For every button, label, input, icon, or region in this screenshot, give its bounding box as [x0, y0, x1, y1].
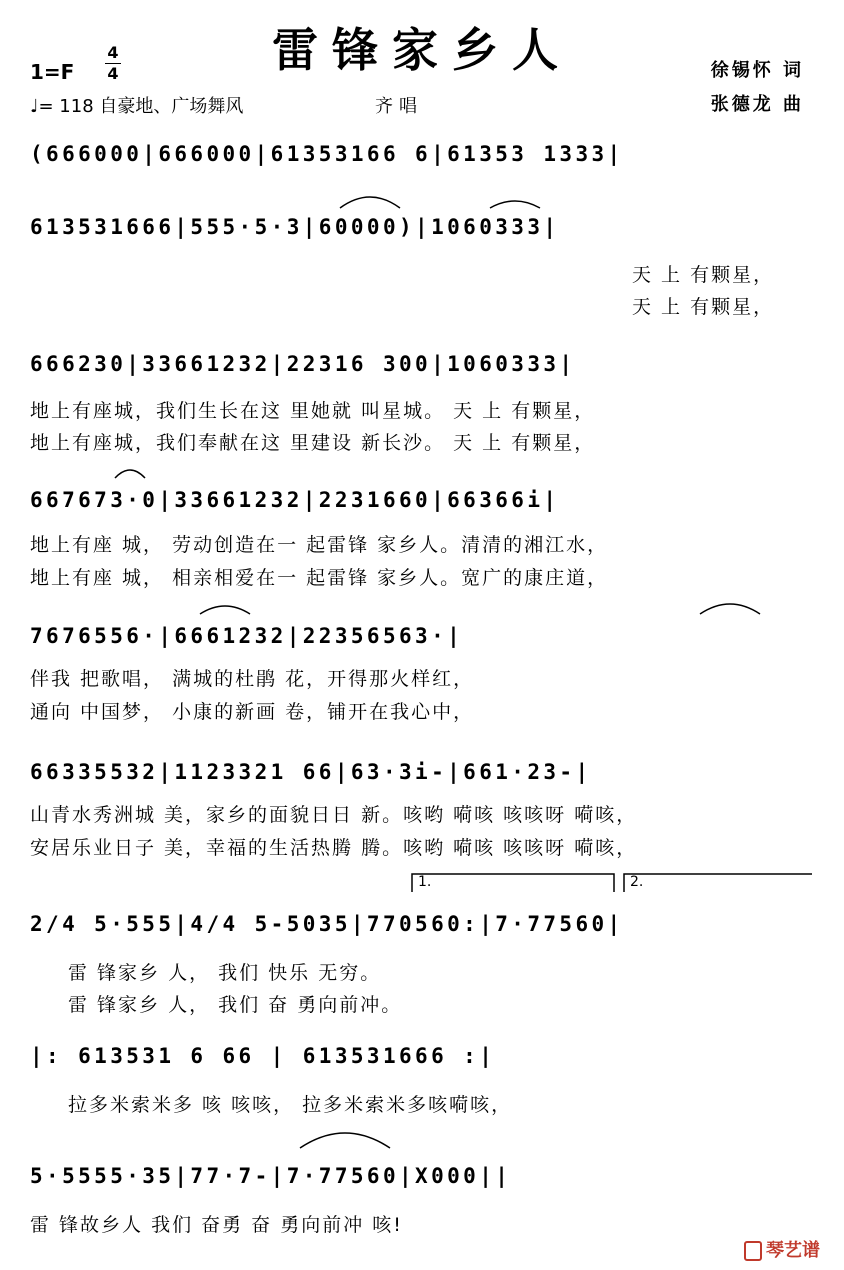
system-7-notes: 2/4 5·555|4/4 5-5035|770560:|7·77560|	[30, 912, 624, 936]
system-6-lyric-2: 安居乐业日子 美，幸福的生活热腾 腾。咳哟 嗬咳 咳咳呀 嗬咳，	[30, 837, 638, 859]
watermark	[744, 1236, 820, 1262]
volta-1: 1.	[418, 874, 432, 890]
system-7-lyric-2: 雷 锋家乡 人， 我们 奋 勇向前冲。	[68, 994, 403, 1016]
system-5-notes: 7676556·|6661232|22356563·|	[30, 624, 464, 648]
composer-credit: 张德龙 曲	[710, 94, 804, 115]
slur	[700, 604, 760, 614]
system-3-lyric-2: 地上有座城，我们奉献在这 里建设 新长沙。 天 上 有颗星，	[30, 432, 596, 454]
system-2-notes: 613531666|555·5·3|60000)|1060333|	[30, 215, 560, 239]
system-7-lyric-1: 雷 锋家乡 人， 我们 快乐 无穷。	[68, 962, 382, 984]
watermark-logo-icon	[744, 1241, 762, 1261]
system-8-notes: |: 613531 6 66 | 613531666 :|	[30, 1044, 496, 1068]
system-4-lyric-1: 地上有座 城， 劳动创造在一 起雷锋 家乡人。清清的湘江水，	[30, 534, 609, 556]
volta-1-bracket	[412, 874, 614, 892]
system-8-lyric-1: 拉多米索米多 咳 咳咳， 拉多米索米多咳嗬咳，	[68, 1094, 513, 1116]
meter-bottom: 4	[107, 64, 119, 83]
tempo-marking: ♩= 118 自豪地、广场舞风	[30, 96, 244, 117]
slur	[115, 470, 145, 478]
performance-mode: 齐唱	[375, 96, 423, 117]
system-5-lyric-2: 通向 中国梦， 小康的新画 卷，铺开在我心中，	[30, 701, 475, 723]
system-9-notes: 5·5555·35|77·7-|7·77560|X000||	[30, 1164, 512, 1188]
volta-2-bracket	[624, 874, 812, 892]
slur	[300, 1133, 390, 1148]
song-title: 雷锋家乡人	[272, 23, 572, 77]
meter-top: 4	[107, 43, 119, 62]
system-6-notes: 66335532|1123321 66|63·3i-|661·23-|	[30, 760, 592, 784]
time-signature	[104, 44, 122, 83]
system-3-lyric-1: 地上有座城，我们生长在这 里她就 叫星城。 天 上 有颗星，	[30, 400, 596, 422]
system-2-lyric-1: 天 上 有颗星，	[632, 264, 775, 286]
slur	[490, 201, 540, 208]
volta-2: 2.	[630, 874, 644, 890]
system-1-notes: (666000|666000|61353166 6|61353 1333|	[30, 142, 624, 166]
lyricist-credit: 徐锡怀 词	[710, 60, 804, 81]
system-5-lyric-1: 伴我 把歌唱， 满城的杜鹃 花，开得那火样红，	[30, 668, 475, 690]
system-9-lyric-1: 雷 锋故乡人 我们 奋勇 奋 勇向前冲 咳!	[30, 1214, 403, 1236]
system-4-lyric-2: 地上有座 城， 相亲相爱在一 起雷锋 家乡人。宽广的康庄道，	[30, 567, 609, 589]
watermark-text: 琴艺谱	[766, 1240, 820, 1261]
slur	[200, 606, 250, 614]
key-signature: 1=F	[30, 60, 75, 84]
system-4-notes: 667673·0|33661232|2231660|66366i|	[30, 488, 560, 512]
system-6-lyric-1: 山青水秀洲城 美，家乡的面貌日日 新。咳哟 嗬咳 咳咳呀 嗬咳，	[30, 804, 638, 826]
system-2-lyric-2: 天 上 有颗星，	[632, 296, 775, 318]
system-3-notes: 666230|33661232|22316 300|1060333|	[30, 352, 576, 376]
slur	[340, 197, 400, 208]
